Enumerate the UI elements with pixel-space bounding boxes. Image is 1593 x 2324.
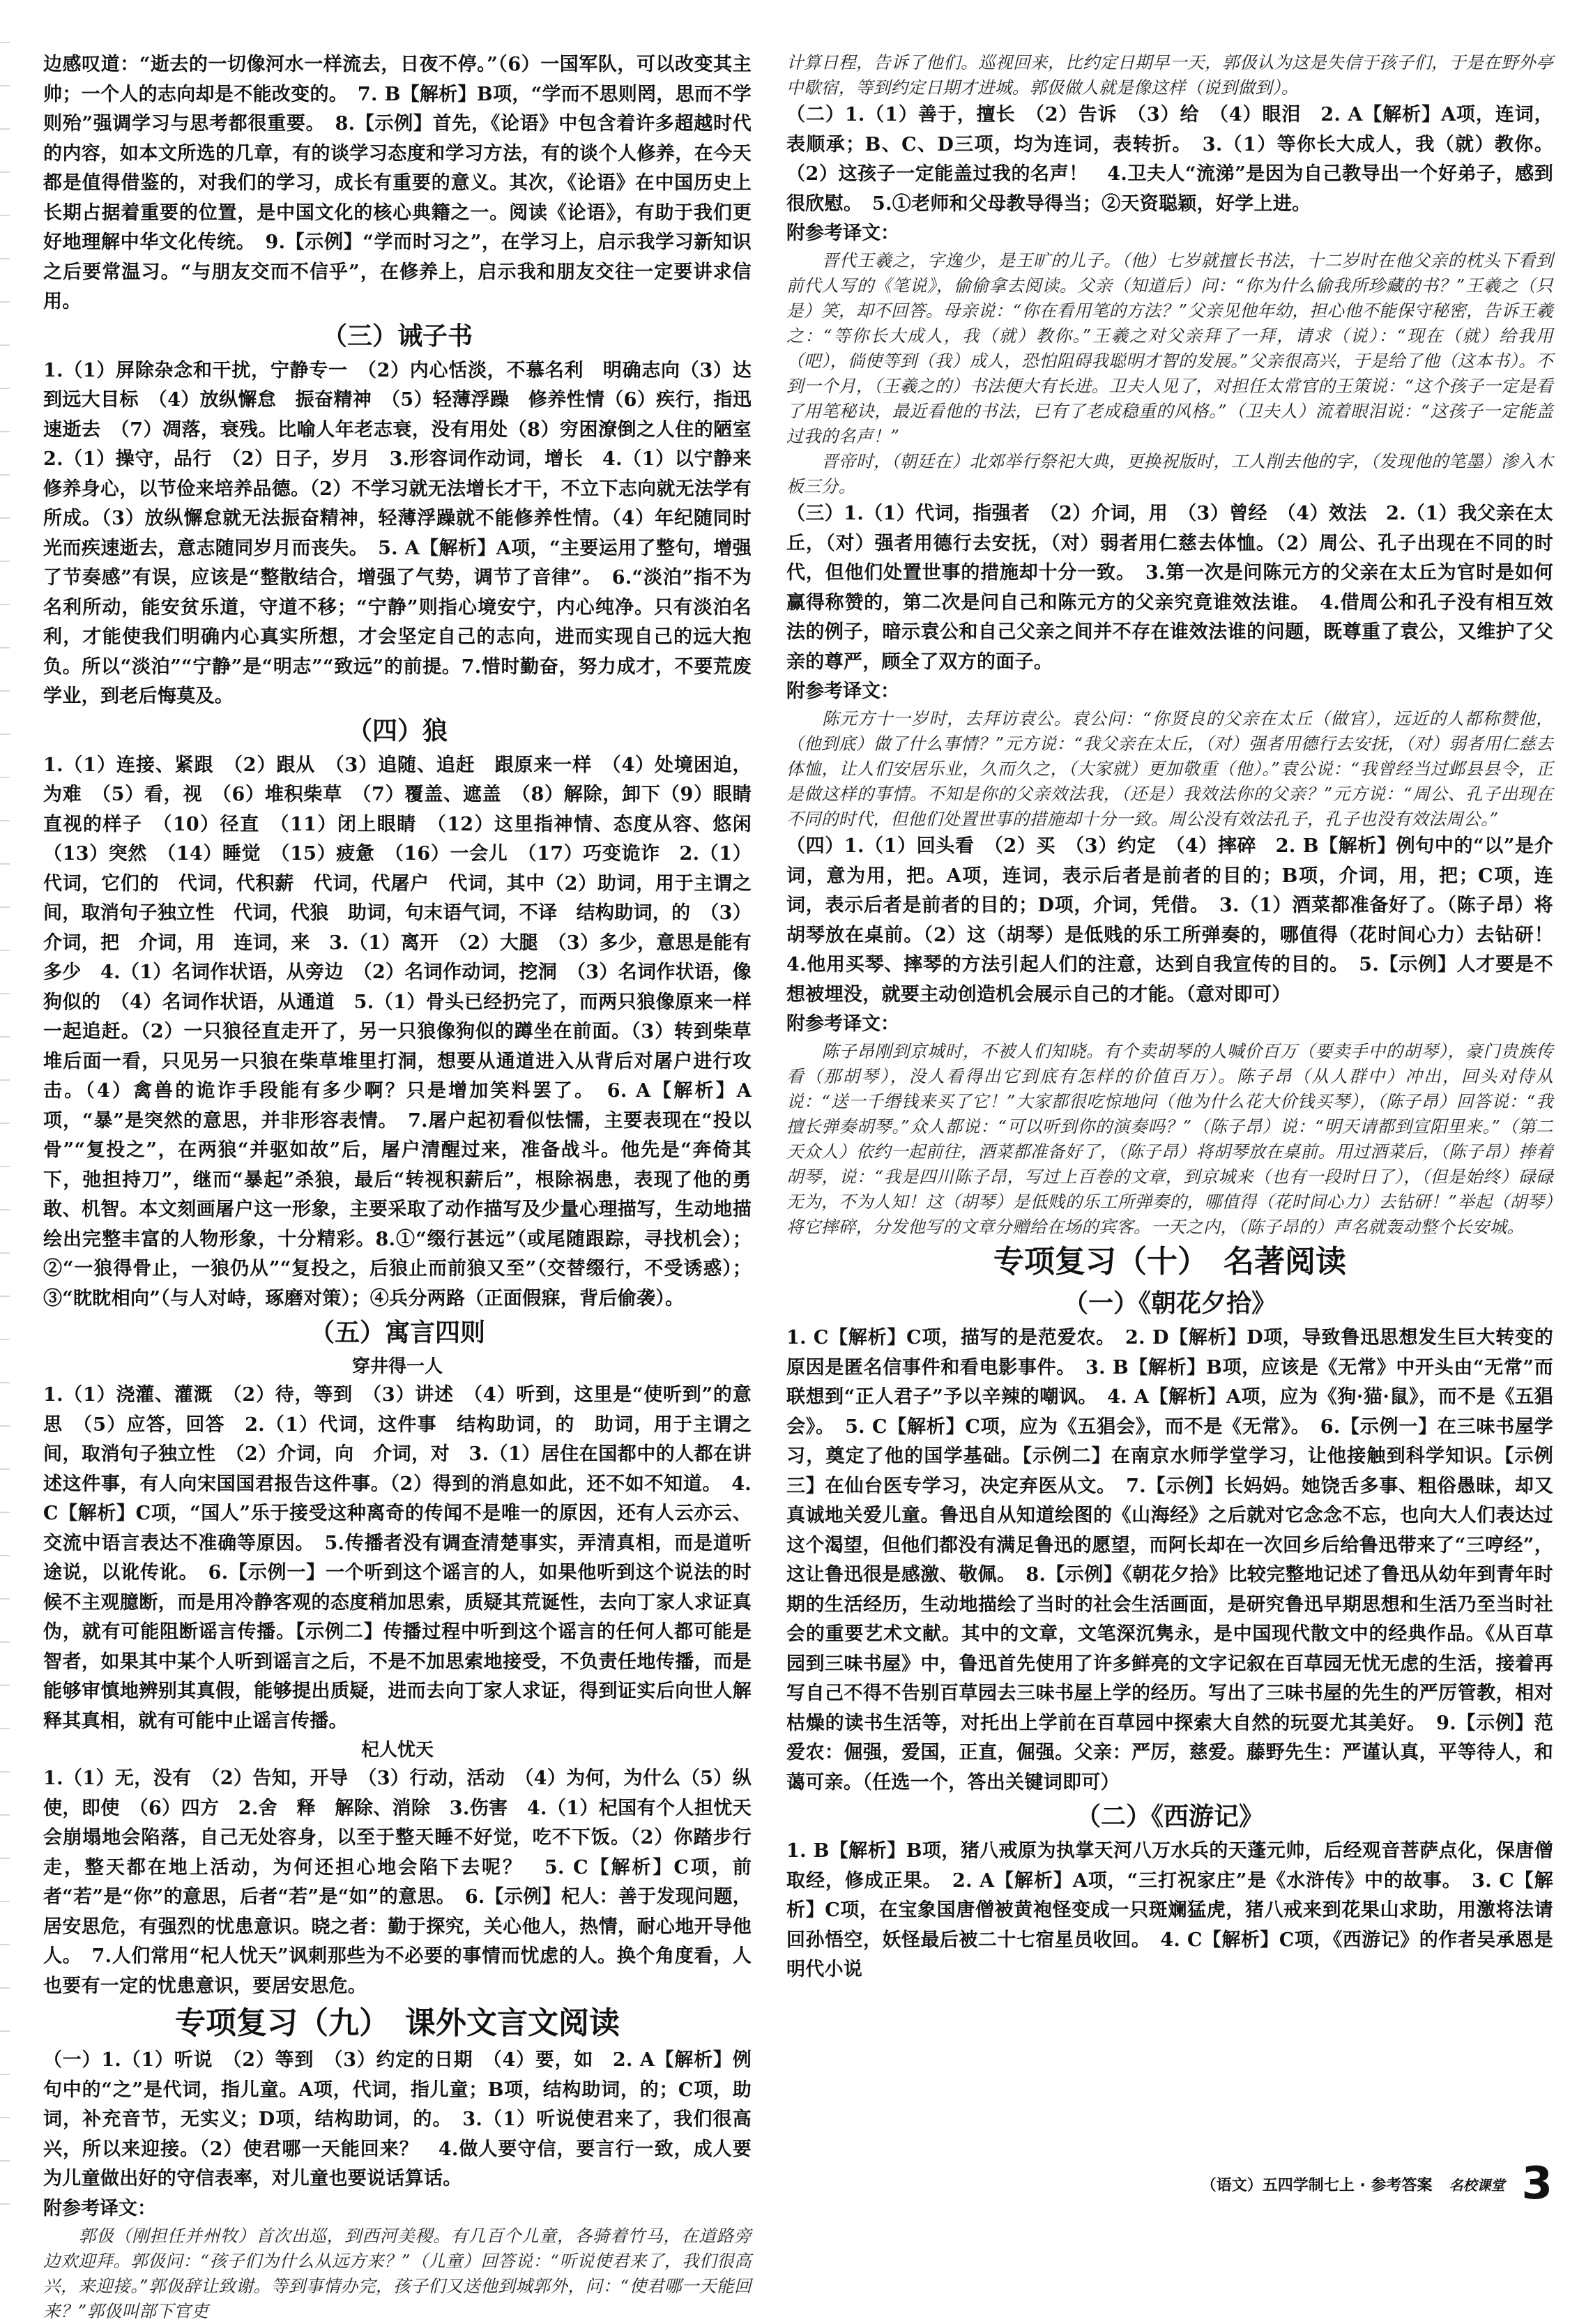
right-column	[786, 50, 1573, 1985]
translation-label: 附参考译文：	[43, 2197, 156, 2219]
translation-paragraph: 郭伋（刚担任并州牧）首次出巡，到西河美稷。有几百个儿童，各骑着竹马，在道路旁边欢迎拜。郭伋问：“孩子们为什么从远方来？”（儿童）回答说：“听说使君来了，我们很高兴，来迎接。”郭伋辞让致谢。等到事情办完，孩子们又送他到城郭外，问：“使君哪一天能回来？”郭伋叫部下官吏	[43, 2225, 752, 2321]
answer-paragraph: 1.（1）屏除杂念和干扰，宁静专一 （2）内心恬淡，不慕名利 明确志向（3）达到远大目标 （4）放纵懈怠 振奋精神 （5）轻薄浮躁 修养性情（6）疾行，指迅速逝去 （7）凋落，衰残。比喻人年老志衰，没有用处（8）穷困潦倒之人住的陋室 2.（1）操守，品行 （2）日子，岁月 3.形容词作动词，增长 4.（1）以宁静来修养身心，以节俭来培养品德。（2）不学习就无法增长才干，不立下志向就无法学有所成。（3）放纵懈怠就无法振奋精神，轻薄浮躁就不能修养性情。（4）年纪随同时光而疾速逝去，意志随同岁月而丧失。 5. A【解析】A项，“主要运用了整句，增强了节奏感”有误，应该是“整散结合，增强了气势，调节了音律”。 6.“淡泊”指不为名利所动，能安贫乐道，守道不移；“宁静”则指心境安宁，内心纯净。只有淡泊名利，才能使我们明确内心真实所想，才会坚定自己的志向，进而实现自己的远大抱负。所以“淡泊”“宁静”是“明志”“致远”的前提。7.惜时勤奋，努力成才，不要荒废学业，到老后悔莫及。	[43, 359, 771, 707]
lesson-title: （二）《西游记》	[1075, 1802, 1264, 1831]
translation-label: 附参考译文：	[786, 222, 899, 244]
page-number: 3	[1521, 2158, 1553, 2210]
lesson-title: （三）诫子书	[321, 321, 473, 351]
translation-paragraph: 晋帝时，（朝廷在）北郊举行祭祀大典，更换祝版时，工人削去他的字，（发现他的笔墨）渗入木板三分。	[786, 451, 1553, 496]
translation-paragraph: 计算日程，告诉了他们。巡视回来，比约定日期早一天，郭伋认为这是失信于孩子们，于是在野外亭中歇宿，等到约定日期才进城。郭伋做人就是像这样（说到做到）。	[786, 52, 1553, 98]
answer-paragraph: 1. C【解析】C项，描写的是范爱农。 2. D【解析】D项，导致鲁迅思想发生巨大转变的原因是匿名信事件和看电影事件。 3. B【解析】B项，应该是《无常》中开头由“无常”而联想到“正人君子”予以辛辣的嘲讽。 4. A【解析】A项，应为《狗·猫·鼠》，而不是《五猖会》。 5. C【解析】C项，应为《五猖会》，而不是《无常》。 6.【示例一】在三味书屋学习，奠定了他的国学基础。【示例二】在南京水师学堂学习，让他接触到科学知识。【示例三】在仙台医专学习，决定弃医从文。 7.【示例】长妈妈。她饶舌多事、粗俗愚昧，却又真诚地关爱儿童。鲁迅自从知道绘图的《山海经》之后就对它念念不忘，也向大人们表达过这个渴望，但他们都没有满足鲁迅的愿望，而阿长却在一次回乡后给鲁迅带来了“三哼经”，这让鲁迅很是感激、敬佩。 8.【示例】《朝花夕拾》比较完整地记述了鲁迅从幼年到青年时期的生活经历，生动地描绘了当时的社会生活画面，是研究鲁迅早期思想和生活乃至当时社会的重要艺术文献。其中的文章，文笔深沉隽永，是中国现代散文中的经典作品。《从百草园到三味书屋》中，鲁迅首先使用了许多鲜亮的文字记叙在百草园无忧无虑的生活，接着再写自己不得不告别百草园去三味书屋上学的经历。写出了三味书屋的先生的严厉管教，相对枯燥的读书生活等，对托出上学前在百草园中探索大自然的玩耍尤其美好。 9.【示例】范爱农：倔强，爱国，正直，倔强。父亲：严厉，慈爱。藤野先生：严谨认真，平等待人，和蔼可亲。（任选一个，答出关键词即可）	[786, 1327, 1553, 1793]
answer-paragraph: 1. B【解析】B项，猪八戒原为执掌天河八万水兵的天蓬元帅，后经观音菩萨点化，保唐僧取经，修成正果。 2. A【解析】A项，“三打祝家庄”是《水浒传》中的故事。 3. C【解析】C项，在宝象国唐僧被黄袍怪变成一只斑斓猛虎，猪八戒来到花果山求助，用激将法请回孙悟空，妖怪最后被二十七宿星员收回。 4. C【解析】C项，《西游记》的作者吴承恩是明代小说	[786, 1840, 1553, 1980]
lesson-title: （五）寓言四则	[309, 1319, 485, 1347]
translation-paragraph: 陈元方十一岁时，去拜访袁公。袁公问：“你贤良的父亲在太丘（做官），远近的人都称赞他，（他到底）做了什么事情？”元方说：“我父亲在太丘，（对）强者用德行去安抚，（对）弱者用仁慈去体恤，让人们安居乐业，久而久之，（大家就）更加敬重（他）。”袁公说：“我曾经当过邺县县令，正是做这样的事情。不知是你的父亲效法我，（还是）我效法你的父亲？”元方说：“周公、孔子出现在不同的时代，但他们处置世事的措施却十分一致。周公没有效法孔子，孔子也没有效法周公。”	[786, 708, 1553, 829]
translation-paragraph: 陈子昂刚到京城时，不被人们知晓。有个卖胡琴的人喊价百万（要卖手中的胡琴），豪门贵族传看（那胡琴），没人看得出它到底有怎样的价值百万）。陈子昂（从人群中）冲出，回头对侍从说：“送一千缗钱来买了它！”大家都很吃惊地问（他为什么花大价钱买琴），（陈子昂）回答说：“我擅长弹奏胡琴。”众人都说：“可以听到你的演奏吗？”（陈子昂）说：“明天请都到宣阳里来。”（第二天众人）依约一起前往，酒菜都准备好了，（陈子昂）将胡琴放在桌前。用过酒菜后，（陈子昂）捧着胡琴，说：“我是四川陈子昂，写过上百卷的文章，到京城来（也有一段时日了），（但是始终）碌碌无为，不为人知！这（胡琴）是低贱的乐工所弹奏的，哪值得（花时间心力）去钻研！”举起（胡琴）将它摔碎，分发他写的文章分赠给在场的宾客。一天之内，（陈子昂的）声名就轰动整个长安城。	[786, 1041, 1553, 1237]
footer-text: （语文）五四学制七上 · 参考答案	[1201, 2176, 1433, 2194]
binding-edge	[0, 0, 10, 2226]
lesson-title: （四）狼	[346, 716, 448, 745]
left-column	[43, 50, 771, 2324]
answer-paragraph: 边感叹道：“逝去的一切像河水一样流去，日夜不停。”（6）一国军队，可以改变其主帅；一个人的志向却是不能改变的。 7. B【解析】B项，“学而不思则罔，思而不学则殆”强调学习与思考都很重要。 8.【示例】首先，《论语》中包含着许多超越时代的内容，如本文所选的几章，有的谈学习态度和学习方法，有的谈个人修养，在今天都是值得借鉴的，对我们的学习，成长有重要的意义。其次，《论语》在中国历史上长期占据着重要的位置，是中国文化的核心典籍之一。阅读《论语》，有助于我们更好地理解中华文化传统。 9.【示例】“学而时习之”，在学习上，启示我学习新知识之后要常温习。“与朋友交而不信乎”，在修养上，启示我和朋友交往一定要讲求信用。	[43, 54, 752, 312]
brand-logo: 名校课堂	[1449, 2176, 1505, 2194]
page-footer	[1201, 2158, 1553, 2210]
answer-paragraph: （四）1.（1）回头看 （2）买 （3）约定 （4）摔碎 2. B【解析】例句中的“以”是介词，意为用，把。A项，连词，表示后者是前者的目的；B项，介词，用，把；C项，连词，表示后者是前者的目的；D项，介词，凭借。 3.（1）酒菜都准备好了。（陈子昂）将胡琴放在桌前。（2）这（胡琴）是低贱的乐工所弹奏的，哪值得（花时间心力）去钻研！ 4.他用买琴、摔琴的方法引起人们的注意，达到自我宣传的目的。 5.【示例】人才要是不想被埋没，就要主动创造机会展示自己的才能。（意对即可）	[786, 835, 1573, 1005]
answer-paragraph: （三）1.（1）代词，指强者 （2）介词，用 （3）曾经 （4）效法 2.（1）我父亲在太丘，（对）强者用德行去安抚，（对）弱者用仁慈去体恤。（2）周公、孔子出现在不同的时代，但他们处置世事的措施却十分一致。 3.第一次是问陈元方的父亲在太丘为官时是如何赢得称赞的，第二次是问自己和陈元方的父亲究竟谁效法谁。 4.借周公和孔子没有相互效法的例子，暗示袁公和自己父亲之间并不存在谁效法谁的问题，既尊重了袁公，又维护了父亲的尊严，顾全了双方的面子。	[786, 503, 1553, 673]
translation-label: 附参考译文：	[786, 681, 899, 702]
answer-paragraph: （二）1.（1）善于，擅长 （2）告诉 （3）给 （4）眼泪 2. A【解析】A项，连词，表顺承；B、C、D三项，均为连词，表转折。 3.（1）等你长大成人，我（就）教你。（2）这孩子一定能盖过我的名声！ 4.卫夫人“流涕”是因为自己教导出一个好弟子，感到很欣慰。 5.①老师和父母教导得当；②天资聪颖，好学上进。	[786, 104, 1553, 215]
translation-paragraph: 晋代王羲之，字逸少，是王旷的儿子。（他）七岁就擅长书法，十二岁时在他父亲的枕头下看到前代人写的《笔说》，偷偷拿去阅读。父亲（知道后）问：“你为什么偷我所珍藏的书？”王羲之（只是）笑，却不回答。母亲说：“你在看用笔的方法？”父亲见他年幼，担心他不能保守秘密，告诉王羲之：“等你长大成人，我（就）教你。”王羲之对父亲拜了一拜，请求（说）：“现在（就）给我用（吧），倘使等到（我）成人，恐怕阻碍我聪明才智的发展。”父亲很高兴，于是给了他（这本书）。不到一个月，（王羲之的）书法便大有长进。卫夫人见了，对担任太常官的王策说：“这个孩子一定是看了用笔秘诀，最近看他的书法，已有了老成稳重的风格。”（卫夫人）流着眼泪说：“这孩子一定能盖过我的名声！”	[786, 250, 1553, 446]
section-title: 专项复习（九） 课外文言文阅读	[175, 2005, 620, 2041]
translation-label: 附参考译文：	[786, 1013, 899, 1035]
subtitle: 杞人忧天	[360, 1740, 434, 1761]
answer-paragraph: 1.（1）无，没有 （2）告知，开导 （3）行动，活动 （4）为何，为什么（5）纵使，即使 （6）四方 2.舍 释 解除、消除 3.伤害 4.（1）杞国有个人担忧天会崩塌地会陷落，自己无处容身，以至于整天睡不好觉，吃不下饭。（2）你踏步行走，整天都在地上活动，为何还担心地会陷下去呢？ 5. C【解析】C项，前者“若”是“你”的意思，后者“若”是“如”的意思。 6.【示例】杞人：善于发现问题，居安思危，有强烈的忧患意识。晓之者：勤于探究，关心他人，热情，耐心地开导他人。 7.人们常用“杞人忧天”讽刺那些为不必要的事情而忧虑的人。换个角度看，人也要有一定的忧患意识，要居安思危。	[43, 1768, 752, 1997]
answer-paragraph: 1.（1）连接、紧跟 （2）跟从 （3）追随、追赶 跟原来一样 （4）处境困迫，为难 （5）看，视 （6）堆积柴草 （7）覆盖、遮盖 （8）解除，卸下（9）眼睛直视的样子 （10）径直 （11）闭上眼睛 （12）这里指神情、态度从容、悠闲 （13）突然 （14）睡觉 （15）疲惫 （16）一会儿 （17）巧变诡诈 2.（1）代词，它们的 代词，代积薪 代词，代屠户 代词，其中（2）助词，用于主谓之间，取消句子独立性 代词，代狼 助词，句末语气词，不译 结构助词，的 （3）介词，把 介词，用 连词，来 3.（1）离开 （2）大腿 （3）多少，意思是能有多少 4.（1）名词作状语，从旁边 （2）名词作动词，挖洞 （3）名词作状语，像狗似的 （4）名词作状语，从通道 5.（1）骨头已经扔完了，而两只狼像原来一样一起追赶。（2）一只狼径直走开了，另一只狼像狗似的蹲坐在前面。（3）转到柴草堆后面一看，只见另一只狼在柴草堆里打洞，想要从通道进入从背后对屠户进行攻击。（4）禽兽的诡诈手段能有多少啊？只是增加笑料罢了。 6. A【解析】A项，“暴”是突然的意思，并非形容表情。 7.屠户起初看似怯懦，主要表现在“投以骨”“复投之”，在两狼“并驱如故”后，屠户清醒过来，准备战斗。他先是“奔倚其下，弛担持刀”，继而“暴起”杀狼，最后“转视积薪后”，根除祸患，表现了他的勇敢、机智。本文刻画屠户这一形象，主要采取了动作描写及少量心理描写，生动地描绘出完整丰富的人物形象，十分精彩。8.①“缀行甚远”（或尾随跟踪，寻找机会）；②“一狼得骨止，一狼仍从”“复投之，后狼止而前狼又至”（交替缀行，不受诱惑）；③“眈眈相向”（与人对峙，琢磨对策）；④兵分两路（正面假寐，背后偷袭）。	[43, 754, 771, 1309]
answer-paragraph: （一）1.（1）听说 （2）等到 （3）约定的日期 （4）要，如 2. A【解析】例句中的“之”是代词，指儿童。A项，代词，指儿童；B项，结构助词，的；C项，助词，补充音节，无实义；D项，结构助词，的。 3.（1）听说使君来了，我们很高兴，所以来迎接。（2）使君哪一天能回来？ 4.做人要守信，要言行一致，成人要为儿童做出好的守信表率，对儿童也要说话算话。	[43, 2049, 752, 2189]
lesson-title: （一）《朝花夕拾》	[1062, 1289, 1276, 1318]
section-title: 专项复习（十） 名著阅读	[993, 1244, 1346, 1279]
subtitle: 穿井得一人	[351, 1356, 443, 1377]
answer-paragraph: 1.（1）浇灌、灌溉 （2）待，等到 （3）讲述 （4）听到，这里是“使听到”的意思 （5）应答，回答 2.（1）代词，这件事 结构助词，的 助词，用于主谓之间，取消句子独立性 （2）介词，向 介词，对 3.（1）居住在国都中的人都在讲述这件事，有人向宋国国君报告这件事。（2）得到的消息如此，还不如不知道。 4. C【解析】C项，“国人”乐于接受这种离奇的传闻不是唯一的原因，还有人云亦云、交流中语言表达不准确等原因。 5.传播者没有调查清楚事实，弄清真相，而是道听途说，以讹传讹。 6.【示例一】一个听到这个谣言的人，如果他听到这个说法的时候不主观臆断，而是用冷静客观的态度稍加思索，质疑其荒诞性，去向丁家人求证真伪，就有可能阻断谣言传播。【示例二】传播过程中听到这个谣言的任何人都可能是智者，如果其中某个人听到谣言之后，不是不加思索地接受，不负责任地传播，而是能够审慎地辨别其真假，能够提出质疑，进而去向丁家人求证，得到证实后向世人解释其真相，就有可能中止谣言传播。	[43, 1384, 752, 1732]
